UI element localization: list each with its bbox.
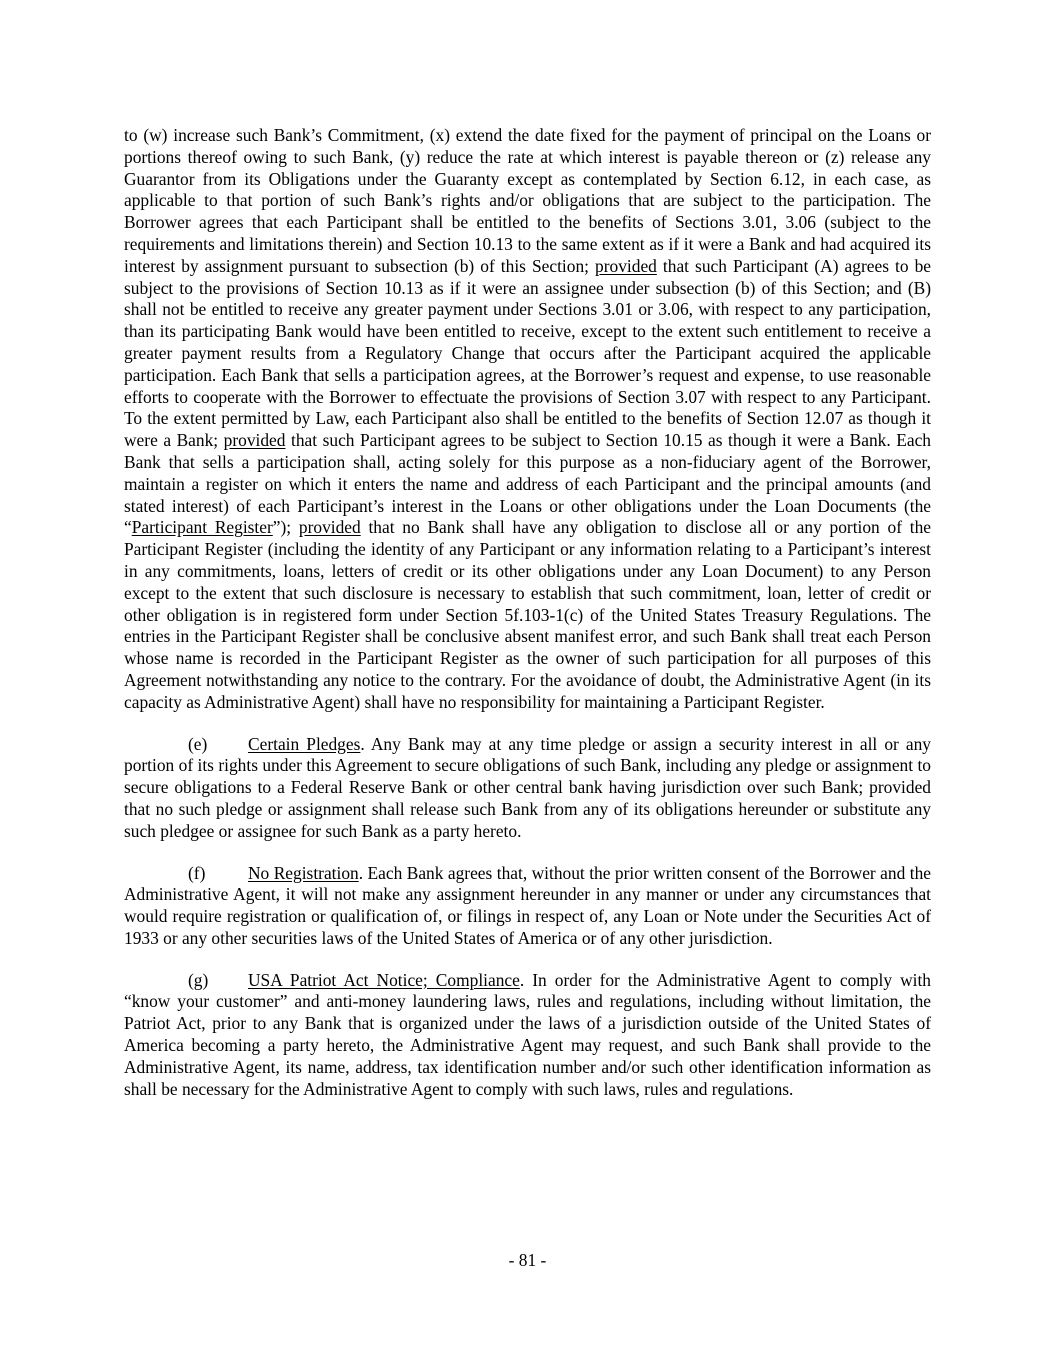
provided-term: provided <box>595 255 657 276</box>
section-e <box>124 734 931 843</box>
continuation-paragraph <box>124 125 931 714</box>
paragraph-text: that such Participant (A) agrees to be subject to the provisions of Section 10.13 as if it were an assignee under subsection (b) of this Section; and (B) shall not be entitled to receive any greater payment under Sections 3.01 or 3.06, with respect to any participation, than its participating Bank would have been entitled to receive, except to the extent such entitlement to receive a greater payment results from a Regulatory Change that occurs after the Participant acquired the applicable participation. Each Bank that sells a participation agrees, at the Borrower’s request and expense, to use reasonable efforts to cooperate with the Borrower to effectuate the provisions of Section 3.07 with respect to any Participant. To the extent permitted by Law, each Participant also shall be entitled to the benefits of Section 12.07 as though it were a Bank; <box>124 255 931 451</box>
section-g <box>124 970 931 1101</box>
section-label: (g) <box>188 969 209 990</box>
paragraph-text: to (w) increase such Bank’s Commitment, (x) extend the date fixed for the payment of principal on the Loans or portions thereof owing to such Bank, (y) reduce the rate at which interest is payable thereon or (z) release any Guarantor from its Obligations under the Guaranty except as contemplated by Section 6.12, in each case, as applicable to that portion of such Bank’s rights and/or obligations that are subject to the participation. The Borrower agrees that each Participant shall be entitled to the benefits of Sections 3.01, 3.06 (subject to the requirements and limitations therein) and Section 10.13 to the same extent as if it were a Bank and had acquired its interest by assignment pursuant to subsection (b) of this Section; <box>124 125 931 276</box>
document-body <box>124 125 931 1100</box>
participant-register-term: Participant Register <box>131 517 273 538</box>
section-heading: Certain Pledges <box>248 733 361 754</box>
section-text: . In order for the Administrative Agent to comply with “know your customer” and anti-money laundering laws, rules and regulations, including without limitation, the Patriot Act, prior to any Bank that is organized under the laws of a jurisdiction outside of the United States of America becoming a party hereto, the Administrative Agent may request, and such Bank shall provide to the Administrative Agent, its name, address, tax identification number and/or such other identification information as shall be necessary for the Administrative Agent to comply with such laws, rules and regulations. <box>124 969 931 1099</box>
page-number: - 81 - <box>508 1250 547 1270</box>
provided-term: provided <box>223 430 286 451</box>
section-heading: No Registration <box>248 862 359 883</box>
paragraph-text: that such Participant agrees to be subject to Section 10.15 as though it were a Bank. Each Bank that sells a participation shall, acting solely for this purpose as a non-fiduciary agent of the Borrower, maintain a register on which it enters the name and address of each Participant and the principal amounts (and stated interest) of each Participant’s interest in the Loans or other obligations under the Loan Documents (the “ <box>124 430 931 538</box>
section-f <box>124 863 931 950</box>
provided-term: provided <box>298 517 361 538</box>
paragraph-text: that no Bank shall have any obligation to disclose all or any portion of the Participant Register (including the identity of any Participant or any information relating to a Participant’s interest in any commitments, loans, letters of credit or its other obligations under any Loan Document) to any Person except to the extent that such disclosure is necessary to establish that such commitment, loan, letter of credit or other obligation is in registered form under Section 5f.103-1(c) of the United States Treasury Regulations. The entries in the Participant Register shall be conclusive absent manifest error, and such Bank shall treat each Person whose name is recorded in the Participant Register as the owner of such participation for all purposes of this Agreement notwithstanding any notice to the contrary. For the avoidance of doubt, the Administrative Agent (in its capacity as Administrative Agent) shall have no responsibility for maintaining a Participant Register. <box>124 517 931 712</box>
section-text: . Each Bank agrees that, without the prior written consent of the Borrower and the Administrative Agent, it will not make any assignment hereunder in any manner or under any circumstances that would require registration or qualification of, or filings in respect of, any Loan or Note under the Securities Act of 1933 or any other securities laws of the United States of America or of any other jurisdiction. <box>124 862 931 948</box>
section-label: (e) <box>188 733 208 754</box>
section-label: (f) <box>188 862 206 883</box>
section-heading: USA Patriot Act Notice; Compliance <box>248 969 520 990</box>
section-text: . Any Bank may at any time pledge or assign a security interest in all or any portion of its rights under this Agreement to secure obligations of such Bank, including any pledge or assignment to secure obligations to a Federal Reserve Bank or other central bank having jurisdiction over such Bank; provided that no such pledge or assignment shall release such Bank from any of its obligations hereunder or substitute any such pledgee or assignee for such Bank as a party hereto. <box>124 733 931 841</box>
paragraph-text: ”); <box>272 517 299 538</box>
